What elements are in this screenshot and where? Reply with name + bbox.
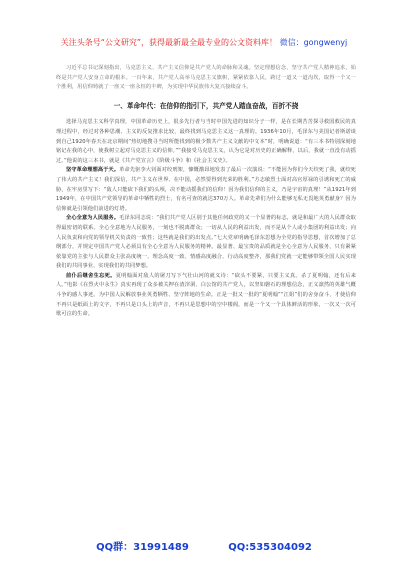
- paragraph-2: [56, 166, 356, 214]
- promo-banner: [0, 38, 408, 48]
- paragraph-2-lead: 坚守革命理想高于天。: [66, 167, 120, 174]
- paragraph-4: [56, 272, 356, 320]
- intro-paragraph: 习近平总书记深刻指出，马克思主义、共产主义信仰是共产党人的命脉和灵魂。坚定理想信念，坚守共产党人精神追求，始终是共产党人安身立命的根本。一百年来，共产党人高举马克思主义旗帜，紧紧依靠人民，跨过一道又一道沟坎，取得一个又一个胜利，用信仰铸就了一座又一座永恒的丰碑，为实现中华民族伟大复兴接续奋斗。: [56, 65, 356, 91]
- qq-text: QQ:535304092: [228, 542, 312, 553]
- section-heading: 一、革命年代：在信仰的指引下，共产党人踏血奋战，百折不挠: [113, 101, 299, 110]
- document-body: [56, 64, 356, 320]
- qq-group-text: QQ群：31991489: [96, 542, 189, 553]
- promo-text: 关注头条号“公文研究”，获得最新最全最专业的公文资料库！: [60, 38, 278, 47]
- paragraph-4-lead: 前仆后继舍生忘死。: [66, 272, 116, 279]
- paragraph-3: [56, 214, 356, 272]
- wechat-id: 微信：gongwenyj: [279, 38, 348, 47]
- paragraph-1: 选择马克思主义科学真理，中国革命历史上，很多先行者与当时中国先进的知识分子一样，是在长期苦苦探寻救国救民的真理过程中，经过对各种思潮、主义的反复推求比较，最终找到马克思主义这一真理的。1936年10月，毛泽东与美国记者斯诺谈到自己1920年春天在北京期间“热切地搜寻当时所能找到的极少数共产主义文献的中文本”时，明确说道：“有三本书特别深刻地铭记在我的心中，使我树立起对马克思主义的信仰。”“我接受马克思主义，认为它是对历史的正确解释，以后，我就一直没有动摇过。”他说的这三本书，就是《共产党宣言》《阶级斗争》和《社会主义史》。: [56, 119, 356, 164]
- paragraph-2-text: 革命先驱李大钊面对绞刑架，慷慨激昂地发表了最后一次演说：“不能因为你们今天绞死了我，就绞死了伟大的共产主义！我们深信，共产主义在世界、在中国，必然要得到光荣的胜利。”方志敏烈士面对高官厚禄的引诱和死亡的威胁，在牢房里写下：“敌人只能砍下我们的头颅，决不能动摇我们的信仰！因为我们信仰的主义，乃是宇宙的真理！”从1921年到1949年，在中国共产党领导的革命中牺牲的烈士，有名可查的就达370万人。革命先辈们为什么能够无私无畏地英勇献身？因为信仰就是引领他们前进的灯塔。: [56, 167, 356, 212]
- contact-footer: [0, 538, 408, 553]
- paragraph-4-text: 夏明翰面对敌人的屠刀写下气壮山河的就义诗：“砍头不要紧，只要主义真。杀了夏明翰，还有后来人。”电影《在烈火中永生》真实再现了众多被关押在渣滓洞、白公馆的共产党人，以坚如磐石的理想信念，正义凛然的英雄气概斗争的感人事迹。为中国人民解放事业英勇牺牲、坚守阵地的生命。正是一批又一批的“夏明翰”“江姐”们的舍身奋斗，才使信仰不再只是纸面上的文字，不再只是口头上的声音，不再只是思想中的空中楼阁，而是一个又一个具体鲜活的形象，一次又一次可歌可泣的生命。: [56, 272, 356, 318]
- paragraph-3-text: 毛泽东同志说：“我们共产党人区别于其他任何政党的又一个显著的标志，就是和最广大的人民群众取得最密切的联系。全心全意地为人民服务，一刻也不脱离群众；一切从人民的利益出发，而不是从个人或小集团的利益出发；向人民负责和向党的领导机关负责的一致性；这些就是我们的出发点。”七大党章明确毛泽东思想为全党的指导思想，首次增加了总纲部分，并规定中国共产党人必须具有全心全意为人民服务的精神。最显著、最宝贵的品质就是全心全意为人民服务，只有紧紧依靠党的主张与人民群众主张高度统一、理念高度一致、情感高度融合、行动高度整齐，那我们党就一定能够带领全国人民实现我们的共同事业、实现我们的共同梦想。: [56, 215, 356, 270]
- paragraph-3-lead: 全心全意为人民服务。: [66, 215, 120, 222]
